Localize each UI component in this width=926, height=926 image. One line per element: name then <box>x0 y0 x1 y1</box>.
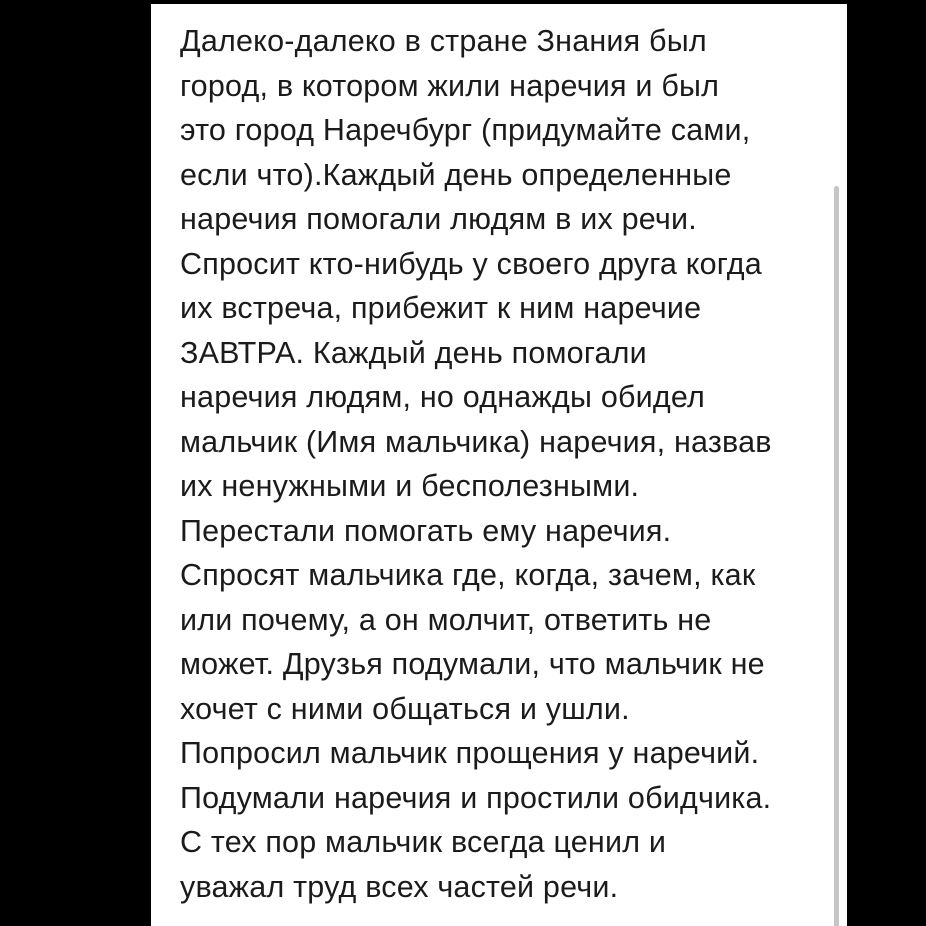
vertical-scrollbar[interactable] <box>834 186 839 926</box>
story-line: мальчик (Имя мальчика) наречия, назвав <box>180 424 772 459</box>
story-line: Перестали помогать ему наречия. <box>180 513 672 548</box>
story-line: С тех пор мальчик всегда ценил и <box>180 825 667 859</box>
text-panel <box>151 4 847 926</box>
story-line: Подумали наречия и простили обидчика. <box>180 780 772 815</box>
story-line: или почему, а он молчит, ответить не <box>180 602 712 637</box>
story-line: Далеко-далеко в стране Знания был <box>180 24 707 58</box>
story-line: наречия людям, но однажды обидел <box>180 380 706 414</box>
story-line: это город Наречбург (придумайте сами, <box>180 113 751 147</box>
story-line: может. Друзья подумали, что мальчик не <box>180 647 765 681</box>
story-line: наречия помогали людям в их речи. <box>180 202 697 236</box>
story-line: уважал труд всех частей речи. <box>180 869 619 904</box>
story-line: хочет с ними общаться и ушли. <box>180 691 630 726</box>
story-line: город, в котором жили наречия и был <box>180 68 720 103</box>
story-line: ЗАВТРА. Каждый день помогали <box>180 335 647 370</box>
story-text <box>180 19 840 909</box>
story-line: их встреча, прибежит к ним наречие <box>180 291 702 325</box>
story-line: Спросит кто-нибудь у своего друга когда <box>180 246 762 281</box>
story-line: Спросят мальчика где, когда, зачем, как <box>180 558 756 592</box>
story-line: если что).Каждый день определенные <box>180 157 732 192</box>
story-line: их ненужными и бесполезными. <box>180 469 640 503</box>
story-line: Попросил мальчик прощения у наречий. <box>180 736 760 770</box>
